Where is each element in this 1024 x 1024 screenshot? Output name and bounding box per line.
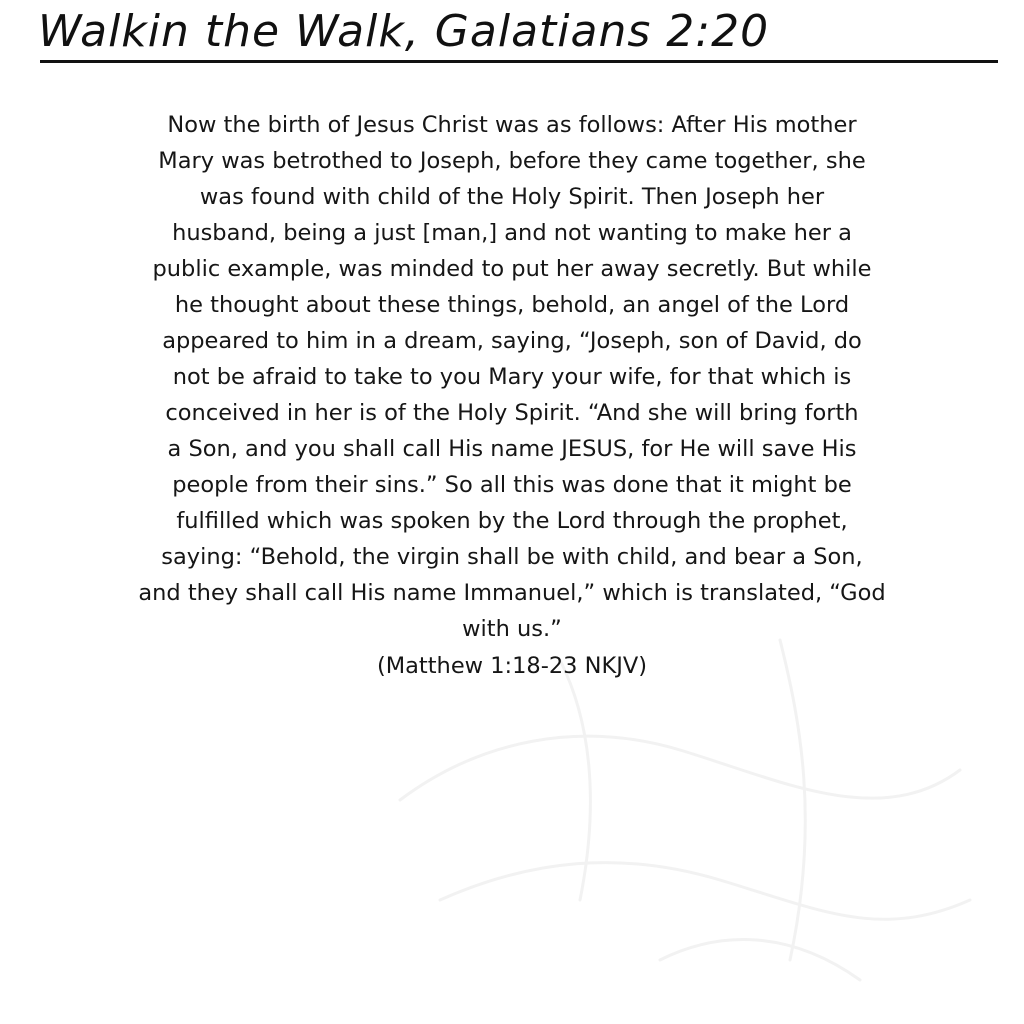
passage-line: not be afraid to take to you Mary your wife, for that which is — [172, 364, 852, 390]
passage-line: public example, was minded to put her away secretly. But while — [152, 256, 872, 282]
scripture-passage — [70, 107, 954, 647]
passage-line: with us.” — [462, 616, 562, 642]
passage-line: appeared to him in a dream, saying, “Joseph, son of David, do — [162, 328, 862, 354]
passage-line: he thought about these things, behold, an angel of the Lord — [174, 292, 850, 318]
passage-line: conceived in her is of the Holy Spirit. “And she will bring forth — [165, 400, 859, 426]
passage-line: people from their sins.” So all this was done that it might be — [172, 472, 852, 498]
passage-line: husband, being a just [man,] and not wanting to make her a — [172, 220, 852, 246]
passage-line: saying: “Behold, the virgin shall be with child, and bear a Son, — [161, 544, 863, 570]
passage-line: Mary was betrothed to Joseph, before they came together, she — [158, 148, 866, 174]
scripture-citation: (Matthew 1:18-23 NKJV) — [376, 653, 648, 679]
passage-line: a Son, and you shall call His name JESUS, for He will save His — [167, 436, 857, 462]
passage-line: fulfilled which was spoken by the Lord through the prophet, — [176, 508, 848, 534]
passage-line: and they shall call His name Immanuel,” which is translated, “God — [138, 580, 886, 606]
page-title: Walkin the Walk, Galatians 2:20 — [38, 6, 770, 57]
title-underline — [40, 60, 998, 63]
passage-line: was found with child of the Holy Spirit. Then Joseph her — [199, 184, 825, 210]
passage-line: Now the birth of Jesus Christ was as follows: After His mother — [167, 112, 857, 138]
